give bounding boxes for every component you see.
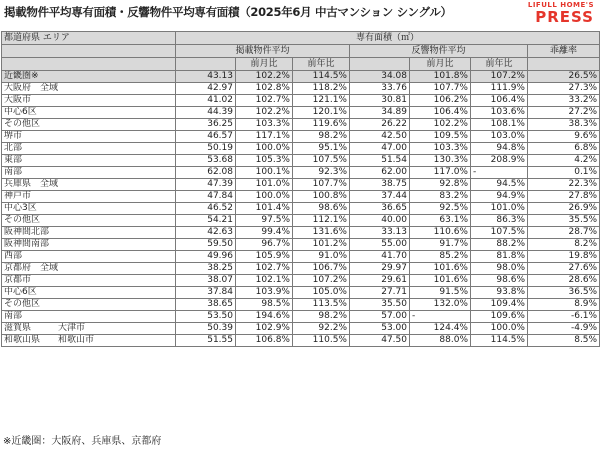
response-mom-cell: 101.6% (410, 263, 471, 275)
area-name-cell: 大阪府 全域 (2, 83, 176, 95)
gap-rate-cell: 33.2% (528, 95, 600, 107)
response-yoy-cell: 98.6% (471, 275, 528, 287)
response-mom-cell: 83.2% (410, 191, 471, 203)
header-row-1 (2, 32, 600, 45)
gap-rate-cell: 26.5% (528, 71, 600, 83)
response-avg-cell: 47.50 (350, 335, 410, 347)
gap-rate-cell: 27.8% (528, 191, 600, 203)
response-yoy-cell: 107.2% (471, 71, 528, 83)
response-mom-cell: 91.7% (410, 239, 471, 251)
footnote: ※近畿圏：大阪府、兵庫県、京都府 (3, 436, 162, 447)
header-blank (176, 58, 236, 71)
header-gap: 乖離率 (528, 45, 600, 58)
header-group: 専有面積（㎡） (176, 32, 600, 45)
listed-yoy-cell: 95.1% (293, 143, 350, 155)
listed-yoy-cell: 118.2% (293, 83, 350, 95)
gap-rate-cell: 22.3% (528, 179, 600, 191)
listed-yoy-cell: 100.8% (293, 191, 350, 203)
area-name-cell: 京都府 全域 (2, 263, 176, 275)
response-avg-cell: 35.50 (350, 299, 410, 311)
brand-logo-bottom: PRESS (535, 8, 594, 26)
area-name-cell: 阪神間北部 (2, 227, 176, 239)
area-name-cell: 阪神間南部 (2, 239, 176, 251)
table-row (2, 227, 600, 239)
header-response-yoy: 前年比 (471, 58, 528, 71)
response-yoy-cell: 94.9% (471, 191, 528, 203)
header-blank (2, 45, 176, 58)
response-avg-cell: 40.00 (350, 215, 410, 227)
listed-avg-cell: 44.39 (176, 107, 236, 119)
gap-rate-cell: -6.1% (528, 311, 600, 323)
response-yoy-cell: 93.8% (471, 287, 528, 299)
header-blank (2, 58, 176, 71)
gap-rate-cell: -4.9% (528, 323, 600, 335)
response-mom-cell: 109.5% (410, 131, 471, 143)
listed-avg-cell: 53.68 (176, 155, 236, 167)
gap-rate-cell: 8.9% (528, 299, 600, 311)
area-name-cell: その他区 (2, 215, 176, 227)
brand-logo (528, 2, 594, 25)
listed-mom-cell: 102.2% (236, 71, 293, 83)
response-avg-cell: 36.65 (350, 203, 410, 215)
response-mom-cell: 85.2% (410, 251, 471, 263)
response-mom-cell: 106.2% (410, 95, 471, 107)
gap-rate-cell: 27.3% (528, 83, 600, 95)
area-name-cell: 南部 (2, 311, 176, 323)
listed-mom-cell: 99.4% (236, 227, 293, 239)
listed-yoy-cell: 91.0% (293, 251, 350, 263)
area-name-cell: 大阪市 (2, 95, 176, 107)
gap-rate-cell: 27.6% (528, 263, 600, 275)
response-avg-cell: 55.00 (350, 239, 410, 251)
listed-mom-cell: 98.5% (236, 299, 293, 311)
area-name-cell: 中心6区 (2, 287, 176, 299)
gap-rate-cell: 4.2% (528, 155, 600, 167)
response-mom-cell: 110.6% (410, 227, 471, 239)
gap-rate-cell: 19.8% (528, 251, 600, 263)
response-yoy-cell: 109.4% (471, 299, 528, 311)
response-avg-cell: 38.75 (350, 179, 410, 191)
listed-mom-cell: 103.9% (236, 287, 293, 299)
table-row (2, 155, 600, 167)
response-avg-cell: 29.61 (350, 275, 410, 287)
response-yoy-cell: 94.8% (471, 143, 528, 155)
listed-yoy-cell: 92.3% (293, 167, 350, 179)
area-name-cell: 京都市 (2, 275, 176, 287)
area-table (1, 31, 600, 347)
response-mom-cell: 106.4% (410, 107, 471, 119)
table-row (2, 323, 600, 335)
listed-avg-cell: 36.25 (176, 119, 236, 131)
gap-rate-cell: 0.1% (528, 167, 600, 179)
listed-mom-cell: 97.5% (236, 215, 293, 227)
response-avg-cell: 57.00 (350, 311, 410, 323)
table-row (2, 143, 600, 155)
listed-avg-cell: 54.21 (176, 215, 236, 227)
response-avg-cell: 33.76 (350, 83, 410, 95)
listed-mom-cell: 100.0% (236, 143, 293, 155)
listed-mom-cell: 194.6% (236, 311, 293, 323)
response-avg-cell: 33.13 (350, 227, 410, 239)
response-yoy-cell: 111.9% (471, 83, 528, 95)
area-name-cell: 中心3区 (2, 203, 176, 215)
response-avg-cell: 34.89 (350, 107, 410, 119)
table-row (2, 311, 600, 323)
listed-yoy-cell: 131.6% (293, 227, 350, 239)
listed-avg-cell: 47.39 (176, 179, 236, 191)
listed-yoy-cell: 113.5% (293, 299, 350, 311)
listed-avg-cell: 47.84 (176, 191, 236, 203)
header-response: 反響物件平均 (350, 45, 528, 58)
table-row (2, 203, 600, 215)
response-avg-cell: 34.08 (350, 71, 410, 83)
response-yoy-cell: 108.1% (471, 119, 528, 131)
gap-rate-cell: 8.2% (528, 239, 600, 251)
listed-avg-cell: 46.57 (176, 131, 236, 143)
listed-yoy-cell: 105.0% (293, 287, 350, 299)
response-yoy-cell: 103.0% (471, 131, 528, 143)
table-row (2, 191, 600, 203)
listed-mom-cell: 96.7% (236, 239, 293, 251)
listed-mom-cell: 102.2% (236, 107, 293, 119)
listed-avg-cell: 43.13 (176, 71, 236, 83)
listed-mom-cell: 105.9% (236, 251, 293, 263)
response-avg-cell: 47.00 (350, 143, 410, 155)
listed-yoy-cell: 121.1% (293, 95, 350, 107)
listed-yoy-cell: 107.7% (293, 179, 350, 191)
listed-avg-cell: 38.07 (176, 275, 236, 287)
listed-mom-cell: 105.3% (236, 155, 293, 167)
response-yoy-cell: 208.9% (471, 155, 528, 167)
listed-mom-cell: 102.9% (236, 323, 293, 335)
listed-yoy-cell: 92.2% (293, 323, 350, 335)
listed-mom-cell: 101.0% (236, 179, 293, 191)
gap-rate-cell: 38.3% (528, 119, 600, 131)
listed-yoy-cell: 107.5% (293, 155, 350, 167)
table-row (2, 263, 600, 275)
listed-yoy-cell: 106.7% (293, 263, 350, 275)
response-mom-cell: 117.0% (410, 167, 471, 179)
header-area: 都道府県 エリア (2, 32, 176, 45)
response-avg-cell: 26.22 (350, 119, 410, 131)
table-row (2, 179, 600, 191)
listed-avg-cell: 42.97 (176, 83, 236, 95)
table-row (2, 95, 600, 107)
response-yoy-cell: 106.4% (471, 95, 528, 107)
header-listed-yoy: 前年比 (293, 58, 350, 71)
listed-mom-cell: 100.0% (236, 191, 293, 203)
gap-rate-cell: 28.7% (528, 227, 600, 239)
gap-rate-cell: 9.6% (528, 131, 600, 143)
response-yoy-cell: 88.2% (471, 239, 528, 251)
response-avg-cell: 53.00 (350, 323, 410, 335)
response-avg-cell: 41.70 (350, 251, 410, 263)
table-row (2, 71, 600, 83)
area-name-cell: 和歌山県 和歌山市 (2, 335, 176, 347)
response-yoy-cell: 86.3% (471, 215, 528, 227)
listed-mom-cell: 102.7% (236, 263, 293, 275)
listed-yoy-cell: 120.1% (293, 107, 350, 119)
listed-avg-cell: 59.50 (176, 239, 236, 251)
listed-avg-cell: 38.25 (176, 263, 236, 275)
listed-avg-cell: 41.02 (176, 95, 236, 107)
listed-yoy-cell: 112.1% (293, 215, 350, 227)
listed-avg-cell: 46.52 (176, 203, 236, 215)
table-row (2, 251, 600, 263)
gap-rate-cell: 28.6% (528, 275, 600, 287)
response-mom-cell: 103.3% (410, 143, 471, 155)
area-name-cell: 東部 (2, 155, 176, 167)
table-body (2, 71, 600, 347)
table-row (2, 83, 600, 95)
gap-rate-cell: 36.5% (528, 287, 600, 299)
header-row-2 (2, 45, 600, 58)
header-row-3 (2, 58, 600, 71)
response-yoy-cell: 103.6% (471, 107, 528, 119)
listed-mom-cell: 100.1% (236, 167, 293, 179)
listed-mom-cell: 102.1% (236, 275, 293, 287)
response-yoy-cell: 81.8% (471, 251, 528, 263)
response-yoy-cell: 114.5% (471, 335, 528, 347)
area-name-cell: 中心6区 (2, 107, 176, 119)
area-name-cell: その他区 (2, 299, 176, 311)
area-name-cell: 近畿圏※ (2, 71, 176, 83)
header-listed: 掲載物件平均 (176, 45, 350, 58)
response-yoy-cell: - (471, 167, 528, 179)
listed-avg-cell: 49.96 (176, 251, 236, 263)
gap-rate-cell: 26.9% (528, 203, 600, 215)
table-row (2, 275, 600, 287)
listed-yoy-cell: 98.2% (293, 311, 350, 323)
listed-avg-cell: 37.84 (176, 287, 236, 299)
response-yoy-cell: 94.5% (471, 179, 528, 191)
area-name-cell: 神戸市 (2, 191, 176, 203)
header-response-mom: 前月比 (410, 58, 471, 71)
response-mom-cell: 88.0% (410, 335, 471, 347)
gap-rate-cell: 27.2% (528, 107, 600, 119)
response-mom-cell: 101.8% (410, 71, 471, 83)
listed-avg-cell: 38.65 (176, 299, 236, 311)
response-avg-cell: 30.81 (350, 95, 410, 107)
table-row (2, 131, 600, 143)
header-blank (528, 58, 600, 71)
area-name-cell: 堺市 (2, 131, 176, 143)
response-mom-cell: 102.2% (410, 119, 471, 131)
table-row (2, 239, 600, 251)
listed-mom-cell: 103.3% (236, 119, 293, 131)
listed-mom-cell: 117.1% (236, 131, 293, 143)
table-row (2, 119, 600, 131)
response-yoy-cell: 107.5% (471, 227, 528, 239)
page-title: 掲載物件平均専有面積・反響物件平均専有面積（2025年6月 中古マンション シングル） (4, 5, 452, 19)
response-yoy-cell: 109.6% (471, 311, 528, 323)
response-avg-cell: 27.71 (350, 287, 410, 299)
response-yoy-cell: 100.0% (471, 323, 528, 335)
response-mom-cell: 92.5% (410, 203, 471, 215)
table-row (2, 167, 600, 179)
listed-avg-cell: 53.50 (176, 311, 236, 323)
listed-avg-cell: 50.39 (176, 323, 236, 335)
table-row (2, 335, 600, 347)
response-mom-cell: 92.8% (410, 179, 471, 191)
listed-yoy-cell: 110.5% (293, 335, 350, 347)
listed-yoy-cell: 107.2% (293, 275, 350, 287)
area-name-cell: 滋賀県 大津市 (2, 323, 176, 335)
listed-mom-cell: 101.4% (236, 203, 293, 215)
table-row (2, 215, 600, 227)
listed-yoy-cell: 114.5% (293, 71, 350, 83)
header-listed-mom: 前月比 (236, 58, 293, 71)
listed-yoy-cell: 101.2% (293, 239, 350, 251)
listed-avg-cell: 62.08 (176, 167, 236, 179)
gap-rate-cell: 6.8% (528, 143, 600, 155)
listed-avg-cell: 51.55 (176, 335, 236, 347)
response-yoy-cell: 101.0% (471, 203, 528, 215)
area-name-cell: 西部 (2, 251, 176, 263)
listed-mom-cell: 106.8% (236, 335, 293, 347)
response-yoy-cell: 98.0% (471, 263, 528, 275)
table-row (2, 287, 600, 299)
response-avg-cell: 51.54 (350, 155, 410, 167)
table-row (2, 299, 600, 311)
response-avg-cell: 62.00 (350, 167, 410, 179)
response-mom-cell: 130.3% (410, 155, 471, 167)
response-mom-cell: 101.6% (410, 275, 471, 287)
response-avg-cell: 42.50 (350, 131, 410, 143)
listed-mom-cell: 102.8% (236, 83, 293, 95)
response-mom-cell: 91.5% (410, 287, 471, 299)
response-mom-cell: 132.0% (410, 299, 471, 311)
listed-mom-cell: 102.7% (236, 95, 293, 107)
response-mom-cell: 107.7% (410, 83, 471, 95)
response-mom-cell: 124.4% (410, 323, 471, 335)
gap-rate-cell: 8.5% (528, 335, 600, 347)
listed-yoy-cell: 98.6% (293, 203, 350, 215)
listed-avg-cell: 42.63 (176, 227, 236, 239)
response-mom-cell: 63.1% (410, 215, 471, 227)
response-mom-cell: - (410, 311, 471, 323)
brand-logo-top: LIFULL HOME'S (527, 1, 594, 9)
gap-rate-cell: 35.5% (528, 215, 600, 227)
area-name-cell: 北部 (2, 143, 176, 155)
listed-yoy-cell: 98.2% (293, 131, 350, 143)
table-row (2, 107, 600, 119)
response-avg-cell: 37.44 (350, 191, 410, 203)
listed-yoy-cell: 119.6% (293, 119, 350, 131)
area-name-cell: 兵庫県 全域 (2, 179, 176, 191)
area-name-cell: その他区 (2, 119, 176, 131)
listed-avg-cell: 50.19 (176, 143, 236, 155)
header-blank (350, 58, 410, 71)
response-avg-cell: 29.97 (350, 263, 410, 275)
area-name-cell: 南部 (2, 167, 176, 179)
